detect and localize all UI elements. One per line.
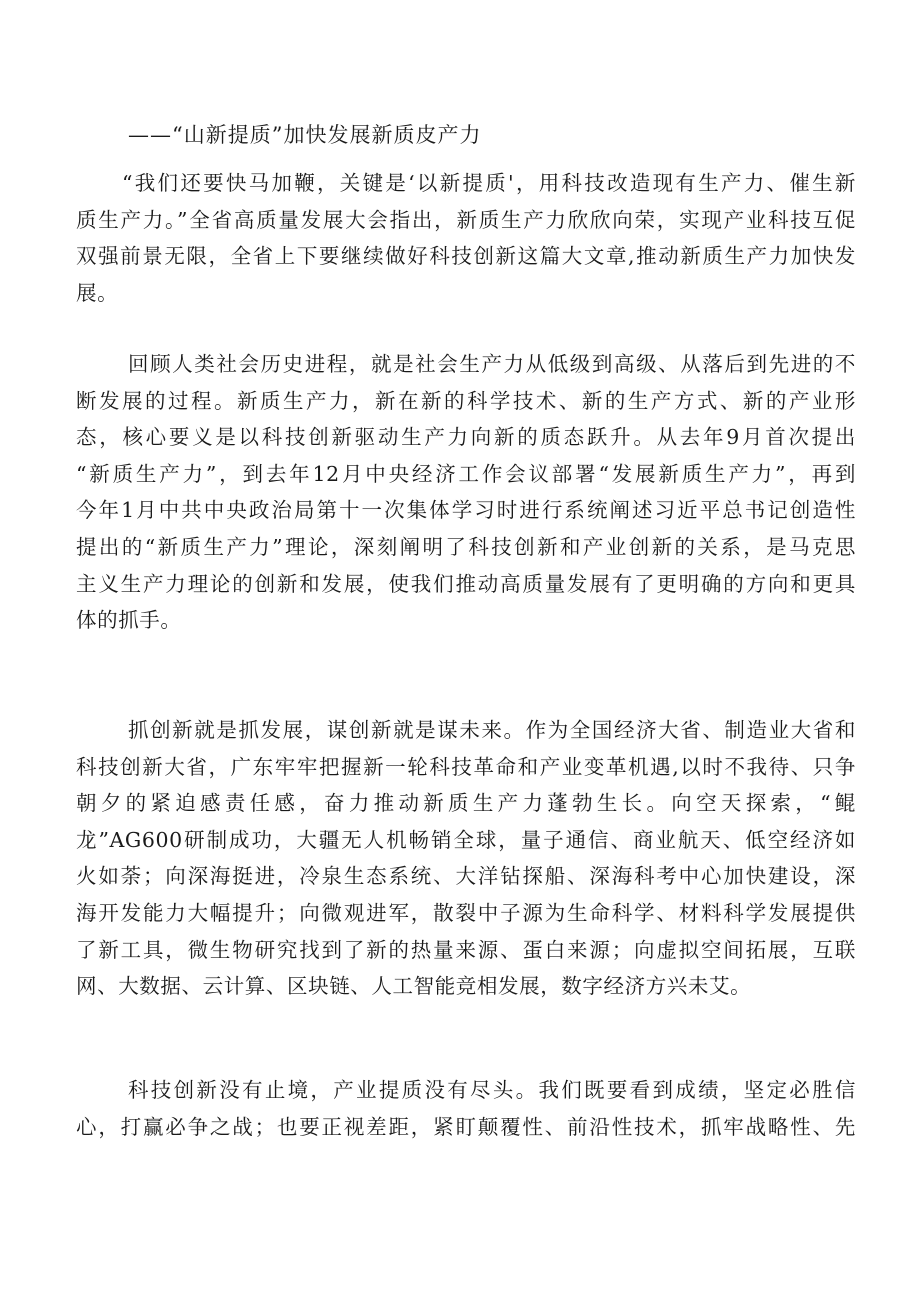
paragraph-line: 科技创新大省，广东牢牢把握新一轮科技革命和产业变革机遇,以时不我待、只争 — [76, 754, 856, 779]
paragraph-4 — [76, 1072, 856, 1145]
paragraph-line: 朝夕的紧迫感责任感，奋力推动新质生产力蓬勃生长。向空天探索，“鲲 — [76, 791, 856, 816]
paragraph-line: 海开发能力大幅提升；向微观进军，散裂中子源为生命科学、材料科学发展提供 — [76, 900, 856, 925]
paragraph-line: 提出的“新质生产力”理论，深刻阐明了科技创新和产业创新的关系，是马克思 — [76, 534, 856, 559]
paragraph-line: 今年1月中共中央政治局第十一次集体学习时进行系统阐述习近平总书记创造性 — [76, 498, 856, 523]
paragraph-line: 主义生产力理论的创新和发展，使我们推动高质量发展有了更明确的方向和更具 — [76, 571, 856, 596]
paragraph-line: 双强前景无限，全省上下要继续做好科技创新这篇大文章,推动新质生产力加快发 — [76, 244, 856, 269]
paragraph-line: 展。 — [76, 280, 119, 305]
paragraph-line: 了新工具，微生物研究找到了新的热量来源、蛋白来源；向虚拟空间拓展，互联 — [76, 937, 856, 962]
paragraph-line: 心，打赢必争之战；也要正视差距，紧盯颠覆性、前沿性技术，抓牢战略性、先 — [76, 1114, 856, 1139]
paragraph-line: 网、大数据、云计算、区块链、人工智能竞相发展，数字经济方兴未艾。 — [76, 974, 752, 999]
paragraph-2 — [76, 346, 856, 639]
paragraph-line: 态，核心要义是以科技创新驱动生产力向新的质态跃升。从去年9月首次提出 — [76, 425, 856, 450]
paragraph-line: 科技创新没有止境，产业提质没有尽头。我们既要看到成绩，坚定必胜信 — [128, 1078, 856, 1102]
paragraph-1 — [76, 165, 856, 311]
paragraph-line: “新质生产力”，到去年12月中央经济工作会议部署“发展新质生产力”，再到 — [76, 461, 856, 486]
paragraph-line: 体的抓手。 — [76, 608, 182, 633]
paragraph-3 — [76, 712, 856, 1005]
paragraph-line: 质生产力。”全省高质量发展大会指出，新质生产力欣欣向荣，实现产业科技互促 — [76, 207, 856, 232]
paragraph-line: “我们还要快马加鞭，关键是‘以新提质'，用科技改造现有生产力、催生新 — [122, 171, 856, 195]
paragraph-line: 火如荼；向深海挺进，冷泉生态系统、大洋钻探船、深海科考中心加快建设，深 — [76, 864, 856, 889]
paragraph-line: 断发展的过程。新质生产力，新在新的科学技术、新的生产方式、新的产业形 — [76, 388, 856, 413]
paragraph-line: 龙”AG600研制成功，大疆无人机畅销全球，量子通信、商业航天、低空经济如 — [76, 827, 856, 852]
paragraph-line: 抓创新就是抓发展，谋创新就是谋未来。作为全国经济大省、制造业大省和 — [128, 718, 856, 742]
document-subtitle: ——“山新提质”加快发展新质皮产力 — [128, 123, 482, 147]
paragraph-line: 回顾人类社会历史进程，就是社会生产力从低级到高级、从落后到先进的不 — [128, 352, 856, 376]
